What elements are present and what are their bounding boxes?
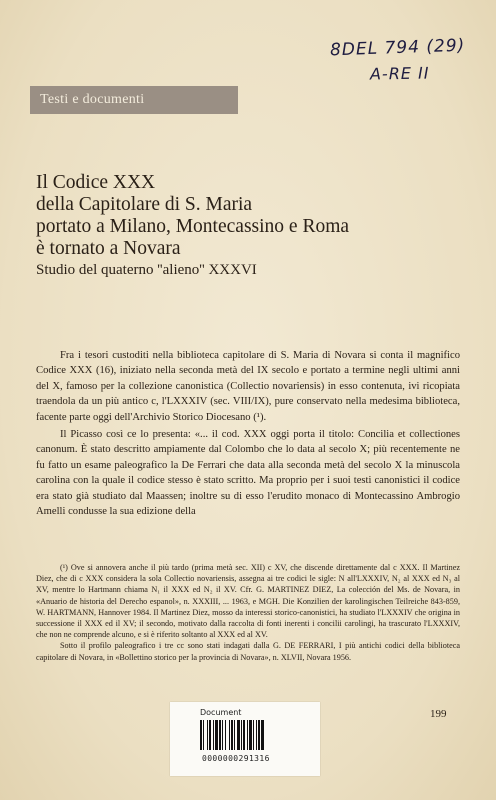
article-title-block: [36, 172, 476, 280]
footnote-2: Sotto il profilo paleografico i tre cc sono stati indagati dalla G. DE FERRARI, I più antichi codici della biblioteca capitolare di Novara, in «Bollettino storico per la provincia di Novara», n. XLVII, Novara 1956.: [36, 641, 460, 662]
barcode-bar: [234, 720, 235, 750]
barcode-bar: [249, 720, 252, 750]
title-line-1: Il Codice XXX: [36, 172, 156, 193]
barcode-bar: [207, 720, 208, 750]
paragraph-2: Il Picasso così ce lo presenta: «... il cod. XXX oggi porta il titolo: Concilia et collectiones canonum. È stato descritto ampiamente dal Colombo che lo data al secolo X; più recentemente ne fu fatto un esame paleografico la De Ferrari che data alla seconda metà del secolo X la minuscola carolina con la quale il codice stesso è stato scritto. Ma proprio per i suoi testi canonistici il codice era stato già studiato dal Maassen; inoltre su di esso l'erudito monaco di Montecassino Ambrogio Amelli condusse la sua edizione della: [36, 429, 460, 518]
page-number: 199: [430, 708, 447, 720]
barcode-sticker: [170, 702, 320, 776]
barcode-bar: [258, 720, 260, 750]
title-line-3: portato a Milano, Montecassino e Roma: [36, 216, 350, 237]
barcode-bars: [200, 720, 292, 750]
footnotes: [36, 562, 460, 663]
footnote-1: (¹) Ove si annovera anche il più tardo (prima metà sec. XII) c XV, che discende direttamente dal c XXX. Il Martinez Diez, che di c XXX considera la sola Collectio novariensis, assegna ai tre codici le sigle: N all'LXXXIV, N₂ al XXX ed N₃ al XV, mentre lo Hartmann chiama N₁ il XXX ed N₂ il XV. Cfr. G. MARTINEZ DIEZ, La colección del Ms. de Novara, in «Anuario de historia del Derecho espanol», n. XXXIII, ... 1963, e MGH. Die Konzilien der karolingischen Teilreiche 843-859, W. HARTMANN, Hannover 1984. Il Martinez Diez, mosso da interessi storico-canonistici, ha studiato l'LXXXIV che origina in successione il XXX ed il XV; il secondo, motivato dalla raccolta di fonti inerenti i concilii carolingi, ha trascurato l'LXXXIV, che non ne comprende alcuno, e si è riferito soltanto al XXX ed al XV.: [36, 563, 460, 640]
barcode-bar: [215, 720, 218, 750]
barcode-label-text: Document: [200, 708, 242, 717]
title-line-4: è tornato a Novara: [36, 238, 181, 259]
barcode-number: 0000000291316: [202, 754, 270, 763]
section-tag: Testi e documenti: [30, 86, 238, 114]
barcode-bar: [237, 720, 240, 750]
barcode-bar: [209, 720, 211, 750]
barcode-bar: [213, 720, 214, 750]
barcode-bar: [247, 720, 248, 750]
handwritten-annotation: A-RE II: [369, 63, 430, 84]
barcode-bar: [243, 720, 245, 750]
barcode-bar: [253, 720, 254, 750]
article-subtitle: Studio del quaterno ''alieno'' XXXVI: [36, 262, 257, 278]
barcode-bar: [229, 720, 230, 750]
barcode-bar: [256, 720, 257, 750]
barcode-bar: [225, 720, 226, 750]
body-text: [36, 348, 460, 519]
barcode-bar: [200, 720, 202, 750]
barcode-bar: [203, 720, 204, 750]
barcode-bar: [231, 720, 233, 750]
barcode-bar: [261, 720, 264, 750]
title-line-2: della Capitolare di S. Maria: [36, 194, 253, 215]
handwritten-shelfmark: 8DEL 794 (29): [329, 35, 466, 61]
barcode-bar: [222, 720, 223, 750]
paragraph-1: Fra i tesori custoditi nella biblioteca capitolare di S. Maria di Novara si conta il magnifico Codice XXX (16), iniziato nella seconda metà del IX secolo e portato a termine negli ultimi anni del X, famoso per la collezione canonistica (Collectio novariensis) in esso contenuta, ivi ricopiata traendola da un più antico c, l'LXXXIV (sec. VIII/IX), pure conservato nella medesima biblioteca, facente parte oggi dell'Archivio Storico Diocesano (¹).: [36, 350, 460, 423]
barcode-bar: [241, 720, 242, 750]
barcode-bar: [219, 720, 221, 750]
